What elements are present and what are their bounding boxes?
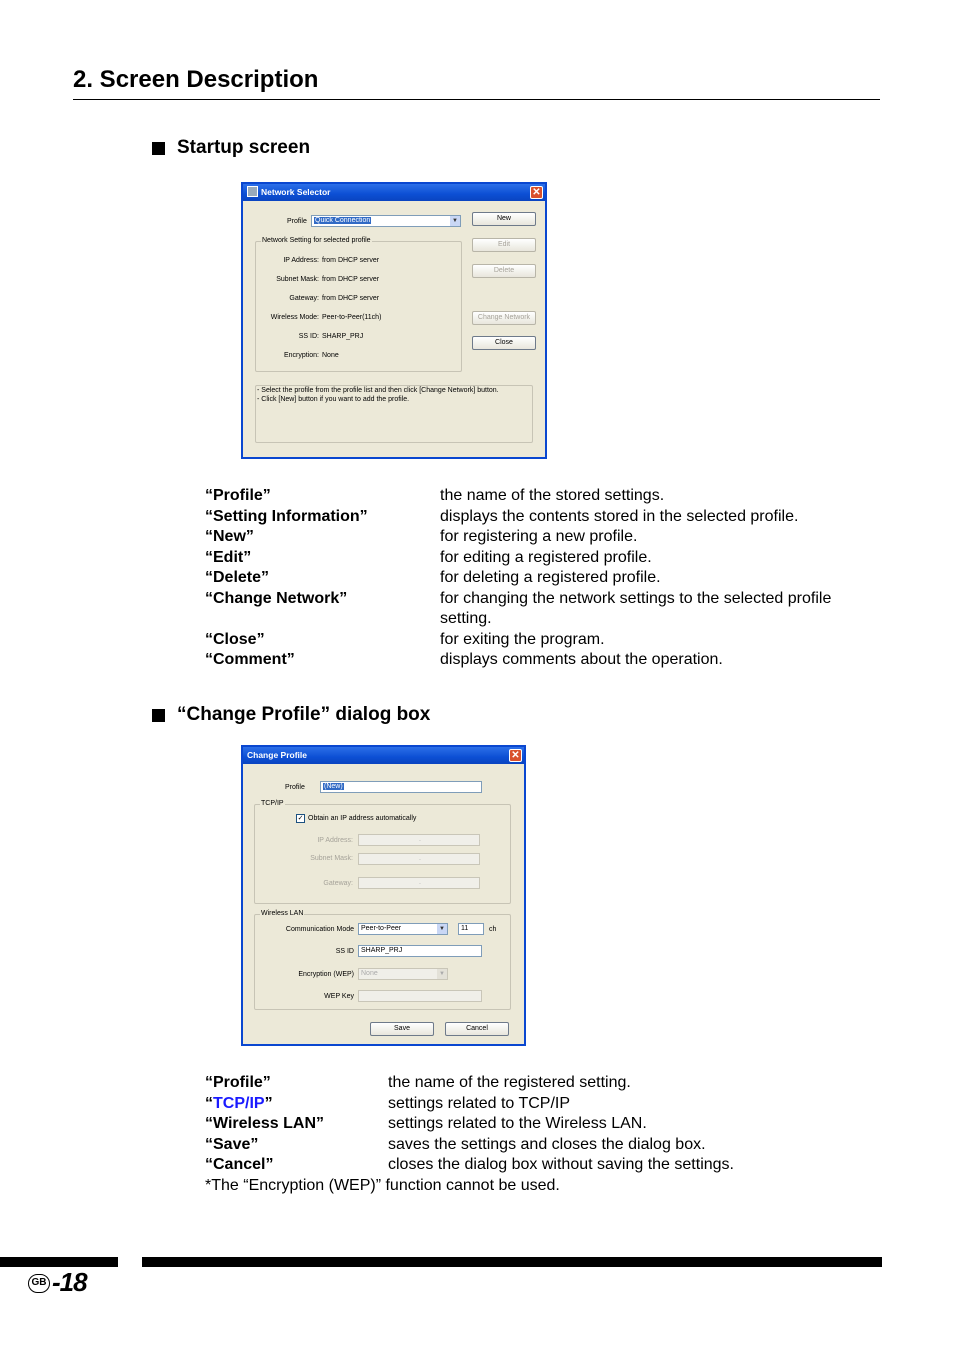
desc-row (205, 507, 885, 528)
desc-value: displays the contents stored in the selected profile. (440, 507, 799, 525)
title-rule (73, 99, 880, 100)
gb-region-icon: GB (28, 1274, 50, 1293)
desc-row (205, 548, 885, 569)
desc-value: closes the dialog box without saving the settings. (388, 1156, 734, 1173)
desc-row (205, 1155, 885, 1176)
startup-description-list (205, 486, 885, 671)
footer-bar-right (142, 1257, 882, 1267)
subnet-label: Subnet Mask: (310, 855, 353, 862)
gateway-dot: . (419, 879, 421, 886)
desc-key: “Comment” (205, 651, 295, 668)
chevron-down-icon: ▼ (437, 924, 447, 934)
desc-value: displays comments about the operation. (440, 651, 723, 668)
encryption-note: *The “Encryption (WEP)” function cannot be used. (205, 1176, 560, 1194)
window-title: Change Profile (247, 750, 307, 760)
desc-value: settings related to the Wireless LAN. (388, 1115, 647, 1132)
desc-key: “Edit” (205, 548, 252, 566)
subnet-value: from DHCP server (322, 276, 380, 283)
channel-stepper[interactable] (458, 923, 484, 935)
gateway-label: Gateway: (323, 880, 353, 887)
comm-mode-label: Communication Mode (285, 926, 354, 933)
wep-key-input[interactable] (358, 990, 482, 1002)
desc-value: settings related to TCP/IP (388, 1094, 571, 1112)
section-change-profile-label: “Change Profile” dialog box (177, 704, 431, 725)
desc-key: “Profile” (205, 487, 271, 504)
desc-key: “Close” (205, 630, 265, 648)
change-profile-description-list (205, 1073, 885, 1196)
title-bar (243, 184, 545, 201)
gateway-value: from DHCP server (322, 295, 380, 302)
gateway-label: Gateway: (289, 295, 319, 302)
encryption-value: None (361, 970, 378, 977)
desc-row (205, 527, 885, 548)
footer-bar-left (0, 1257, 118, 1267)
desc-value: for exiting the program. (440, 630, 605, 648)
section-change-profile-heading (152, 704, 430, 726)
comm-mode-select[interactable] (358, 923, 448, 935)
ip-label: IP Address: (283, 257, 319, 264)
desc-value: for editing a registered profile. (440, 548, 652, 566)
profile-name-value: (New) (324, 783, 343, 790)
change-profile-window (241, 745, 526, 1046)
app-icon (247, 186, 258, 197)
edit-button[interactable]: Edit (472, 238, 536, 252)
network-selector-window (241, 182, 547, 459)
ssid-value: SHARP_PRJ (361, 947, 403, 954)
desc-row (205, 1073, 885, 1094)
channel-unit: ch (489, 926, 497, 933)
desc-row (205, 1114, 885, 1135)
bullet-square-icon (152, 142, 165, 155)
desc-row (205, 1135, 885, 1156)
comment-line-1: - Select the profile from the profile list and then click [Change Network] button. (257, 387, 499, 394)
wireless-mode-label: Wireless Mode: (270, 314, 319, 321)
subnet-dot: . (419, 855, 421, 862)
ssid-label: SS ID: (298, 333, 319, 340)
desc-row (205, 568, 885, 589)
profile-select-value: Quick Connection (315, 217, 371, 224)
change-network-button[interactable]: Change Network (472, 311, 536, 325)
desc-value: for registering a new profile. (440, 528, 638, 545)
page-number: -18 (52, 1267, 87, 1297)
desc-note (205, 1176, 885, 1197)
encryption-select[interactable] (358, 968, 448, 980)
quote-close: ” (264, 1094, 273, 1112)
chevron-down-icon: ▼ (437, 969, 447, 979)
bullet-square-icon (152, 709, 165, 722)
setting-info-group-title: Network Setting for selected profile (262, 237, 371, 244)
desc-row (205, 589, 885, 630)
profile-label: Profile (285, 784, 305, 791)
encryption-label: Encryption: (283, 352, 319, 359)
desc-key: “Cancel” (205, 1156, 274, 1173)
ip-dot: . (419, 836, 421, 843)
desc-value: saves the settings and closes the dialog box. (388, 1135, 706, 1153)
desc-key: “Save” (205, 1135, 259, 1153)
obtain-ip-checkbox[interactable]: ✓ (297, 815, 304, 822)
tcpip-link[interactable]: TCP/IP (213, 1094, 265, 1112)
channel-value: 11 (461, 925, 469, 932)
ssid-label: SS ID (335, 948, 354, 955)
title-bar (243, 747, 524, 764)
save-button[interactable]: Save (370, 1022, 434, 1036)
section-startup-label: Startup screen (177, 137, 311, 158)
ssid-input[interactable] (358, 945, 482, 957)
close-button[interactable]: Close (472, 336, 536, 350)
ip-label: IP Address: (317, 837, 353, 844)
desc-key (205, 1094, 388, 1115)
cancel-button[interactable]: Cancel (445, 1022, 509, 1036)
section-startup-heading (152, 137, 310, 159)
ssid-value: SHARP_PRJ (322, 333, 364, 340)
profile-label: Profile (287, 218, 307, 225)
desc-key: “New” (205, 528, 254, 545)
new-button[interactable]: New (472, 212, 536, 226)
subnet-mask-input[interactable] (358, 853, 480, 865)
close-window-button[interactable]: ✕ (530, 186, 543, 199)
chevron-down-icon: ▼ (450, 216, 460, 226)
desc-value: for deleting a registered profile. (440, 569, 661, 586)
obtain-ip-label: Obtain an IP address automatically (308, 815, 417, 822)
desc-key: “Wireless LAN” (205, 1115, 324, 1132)
desc-value: the name of the stored settings. (440, 487, 665, 504)
wireless-mode-value: Peer-to-Peer(11ch) (322, 314, 382, 321)
wireless-lan-group-title: Wireless LAN (261, 910, 304, 917)
window-title: Network Selector (261, 187, 331, 197)
wep-key-label: WEP Key (324, 993, 354, 1000)
comment-line-2: - Click [New] button if you want to add the profile. (257, 396, 410, 403)
desc-row (205, 1094, 885, 1115)
desc-key: “Setting Information” (205, 507, 368, 525)
desc-value: the name of the registered setting. (388, 1074, 631, 1091)
desc-row (205, 650, 885, 671)
profile-select[interactable] (311, 215, 461, 227)
ip-value: from DHCP server (322, 257, 380, 264)
desc-value: for changing the network settings to the selected profile setting. (440, 589, 832, 627)
encryption-value: None (322, 352, 339, 359)
ip-address-input[interactable] (358, 834, 480, 846)
profile-name-input[interactable] (320, 781, 482, 793)
close-window-button[interactable]: ✕ (509, 749, 522, 762)
comm-mode-value: Peer-to-Peer (361, 925, 402, 932)
desc-row (205, 486, 885, 507)
page-title: 2. Screen Description (73, 66, 319, 93)
desc-key: “Profile” (205, 1074, 271, 1091)
delete-button[interactable]: Delete (472, 264, 536, 278)
quote-open: “ (205, 1094, 213, 1112)
desc-row (205, 630, 885, 651)
desc-key: “Change Network” (205, 589, 348, 607)
gateway-input[interactable] (358, 877, 480, 889)
subnet-label: Subnet Mask: (276, 276, 319, 283)
desc-key: “Delete” (205, 569, 270, 586)
encryption-label: Encryption (WEP) (298, 971, 354, 978)
tcpip-group-title: TCP/IP (261, 800, 284, 807)
